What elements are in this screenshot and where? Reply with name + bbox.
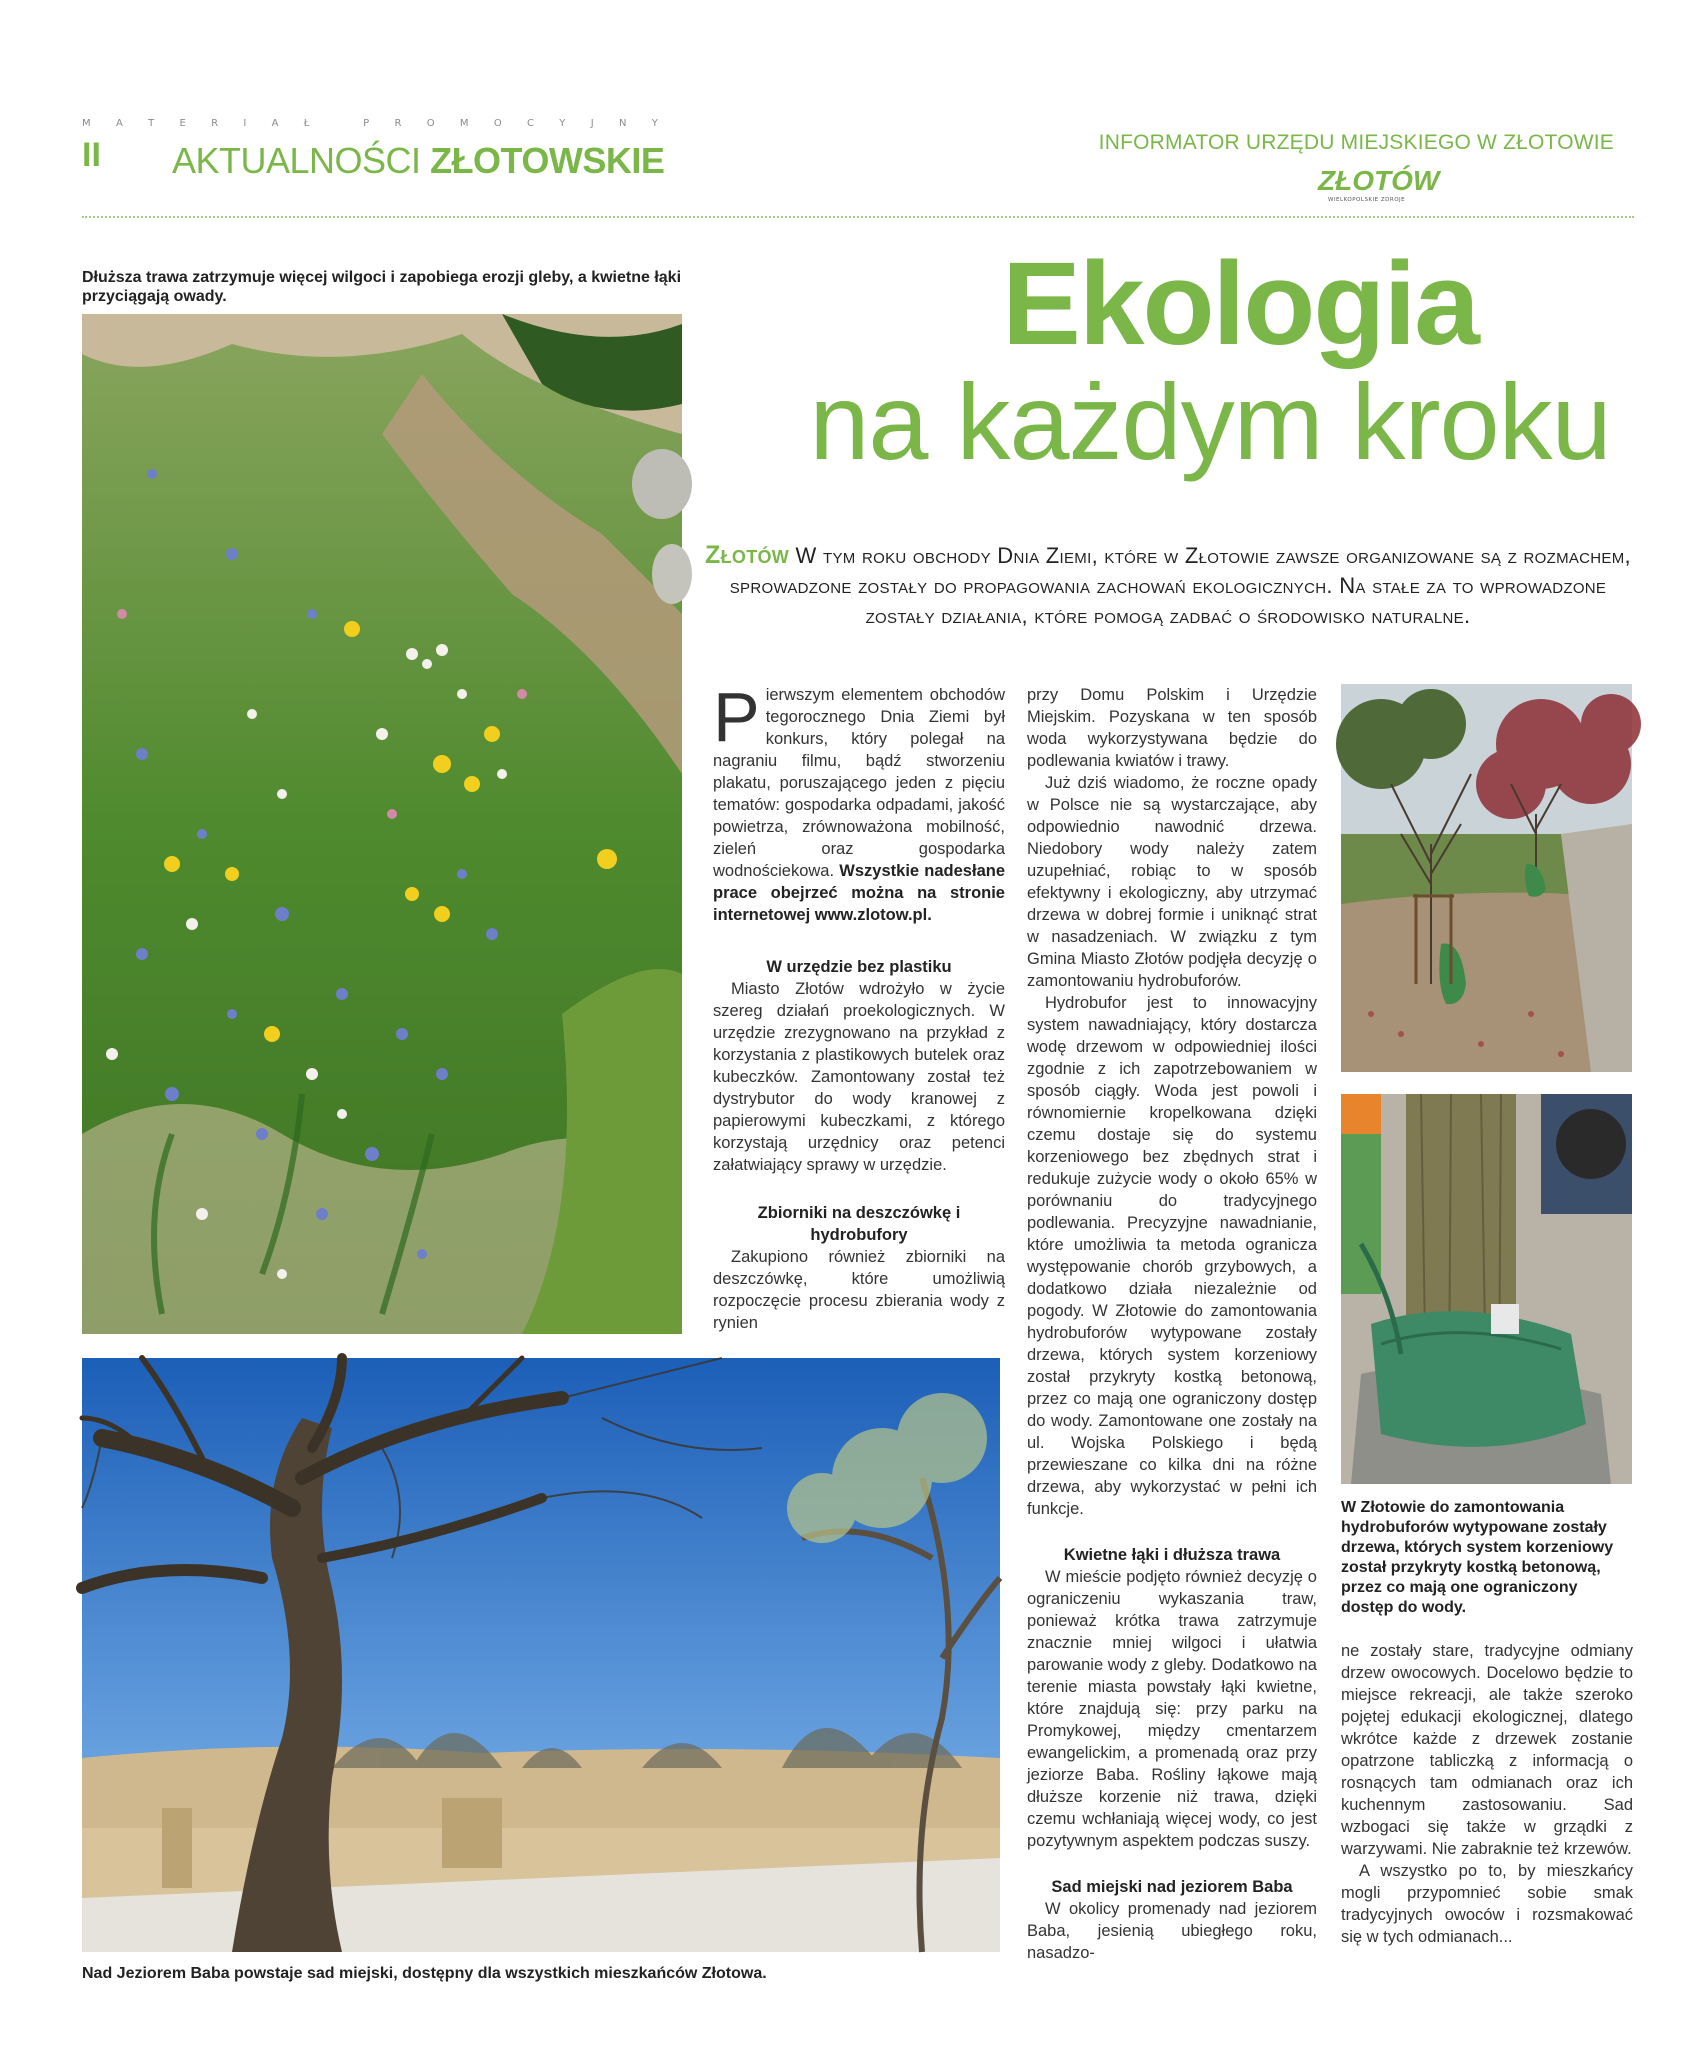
col2-paragraph-3: Hydrobufor jest to innowacyjny system nawadniający, który dostarcza wodę drzewom w odpowiedniej ilości zgodnie z ich zapotrzebowaniem w sposób ciągły. Woda jest powoli i równomiernie kropelkowana dzięki czemu dostaje się do systemu korzeniowego bez zbędnych strat i redukuje zużycie wody o około 65% w porównaniu do tradycyjnego podlewania. Precyzyjne nawadnianie, które umożliwia ta metoda ogranicza występowanie chorób grzybowych, a dodatkowo działa niezależnie od pogody. W Złotowie do zamontowania hydrobuforów wytypowane zostały drzewa, których system korzeniowy został przykryty kostką betonową, przez co mają one ograniczony dostęp do wody. Zamontowane one zostały na ul. Wojska Polskiego i będą przewieszane co kilka dni na różne drzewa, aby wykorzystać w pełni ich funkcje. [1027, 994, 1317, 1518]
section-title-bold: ZŁOTOWSKIE [430, 140, 665, 181]
promo-letter [335, 118, 338, 129]
col2-paragraph-2: Już dziś wiadomo, że roczne opady w Polsce nie są wystarczające, aby odpowiednio nawodnić drzewa. Niedobory wody należy zatem uzupełniać, robiąc to w sposób efektywny i ekologiczny, aby utrzymać drzewa w dobrej formie i uniknąć strat w nasadzeniach. W związku z tym Gmina Miasto Złotów podjęła decyzję o zamontowaniu hydrobuforów. [1027, 774, 1317, 990]
promo-letter: N [618, 118, 627, 129]
zlotow-logo [1316, 160, 1440, 204]
col3-paragraph-1: ne zostały stare, tradycyjne odmiany drzew owocowych. Docelowo będzie to miejsce rekreacji, ale także szeroko pojętej edukacji ekologicznej, dlatego wkrótce każde z drzewek zostanie opatrzone tabliczką z informacją o rosnących tam odmianach oraz ich kuchennym zastosowaniu. Sad wzbogaci się także w grządki z warzywami. Nie zabraknie też krzewów. [1341, 1642, 1633, 1858]
section-title [172, 140, 664, 182]
promo-letter: Y [559, 118, 566, 129]
young-trees-photo [1341, 684, 1632, 1072]
col1-paragraph-2: Miasto Złotów wdrożyło w życie szereg działań proekologicznych. W urzędzie zrezygnowano na przykład z korzystania z plastikowych butelek oraz kubeczków. Zamontowany został też dystrybutor do wody kranowej z papierowymi kubeczkami, z którego korzystają urzędnicy oraz petenci załatwiający sprawy w urzędzie. [713, 980, 1005, 1174]
promo-letter: Y [651, 118, 658, 129]
subheading-no-plastic: W urzędzie bez plastiku [766, 958, 952, 976]
promo-letter: R [394, 118, 402, 129]
promo-letter: T [148, 118, 155, 129]
promo-label [82, 118, 658, 129]
promo-letter: I [243, 118, 247, 129]
page-number: II [82, 136, 101, 174]
meadow-caption: Dłuższa trawa zatrzymuje więcej wilgoci i zapobiega erozji gleby, a kwietne łąki przyciągają owady. [82, 269, 682, 305]
promo-letter: R [211, 118, 219, 129]
logo-text: ZŁOTÓW [1318, 165, 1440, 196]
col2-paragraph-4: W mieście podjęto również decyzję o ograniczeniu wykaszania traw, ponieważ krótka trawa zatrzymuje znacznie mniej wilgoci i ułatwia parowanie wody z gleby. Dodatkowo na terenie miasta powstały łąki kwietne, które znajdują się: przy parku na Promykowej, między cmentarzem ewangelickim, a promenadą oraz przy jeziorze Baba. Rośliny łąkowe mają dłuższe korzenie niż trawa, dzięki czemu wchłaniają więcej wody, co jest pozytywnym aspektem podczas suszy. [1027, 1568, 1317, 1850]
article-lead [700, 540, 1636, 631]
col2-paragraph-1: przy Domu Polskim i Urzędzie Miejskim. Pozyskana w ten sposób woda wykorzystywana będzie do podlewania kwiatów i trawy. [1027, 686, 1317, 770]
lead-text: W tym roku obchody Dnia Ziemi, które w Złotowie zawsze organizowane są z rozmachem, sprowadzone zostały do propagowania zachowań ekologicznych. Na stałe za to wprowadzone zostały działania, które pomogą zadbać o środowisko naturalne. [729, 543, 1631, 628]
subheading-meadows: Kwietne łąki i dłuższa trawa [1063, 1546, 1281, 1564]
col3-paragraph-2: A wszystko po to, by mieszkańcy mogli przypomnieć sobie smak tradycyjnych owoców i rozsmakować się w tych odmianach... [1341, 1862, 1633, 1946]
hydro-caption: W Złotowie do zamontowania hydrobuforów wytypowane zostały drzewa, których system korzeniowy został przykryty kostką betonową, przez co mają one ograniczony dostęp do wody. [1341, 1499, 1614, 1616]
header-divider [82, 216, 1634, 218]
dropcap: P [713, 678, 760, 756]
article-title-line1: Ekologia [1002, 238, 1478, 370]
subheading-rainwater: Zbiorniki na deszczówkę i hydrobufory [757, 1204, 961, 1244]
promo-letter: E [179, 118, 186, 129]
subheading-orchard: Sad miejski nad jeziorem Baba [1051, 1878, 1293, 1896]
col1-paragraph-1 [713, 678, 1005, 926]
meadow-photo [82, 314, 682, 1334]
promo-letter: P [363, 118, 370, 129]
promo-letter: J [590, 118, 594, 129]
lake-caption: Nad Jeziorem Baba powstaje sad miejski, dostępny dla wszystkich mieszkańców Złotowa. [82, 1965, 767, 1982]
promo-letter: O [493, 118, 502, 129]
article-column-1 [713, 678, 1005, 1334]
promo-letter: O [426, 118, 435, 129]
promo-letter: Ł [303, 118, 310, 129]
promo-letter: M [459, 118, 469, 129]
col1-paragraph-3: Zakupiono również zbiorniki na deszczówkę, które umożliwią rozpoczęcie procesu zbierania wody z rynien [713, 1248, 1005, 1332]
section-title-light: AKTUALNOŚCI [172, 140, 421, 181]
informator-label: INFORMATOR URZĘDU MIEJSKIEGO W ZŁOTOWIE [1098, 131, 1614, 154]
promo-letter: A [115, 118, 123, 129]
logo-subtext: WIELKOPOLSKIE ZDROJE [1328, 197, 1406, 203]
hydrobufor-photo [1341, 1094, 1632, 1484]
col2-paragraph-5: W okolicy promenady nad jeziorem Baba, jesienią ubiegłego roku, nasadzo- [1027, 1900, 1317, 1962]
lake-photo [82, 1358, 1000, 1952]
col1-p1-bold: Wszystkie nadesłane prace obejrzeć można na stronie internetowej www.zlotow.pl. [713, 862, 1005, 924]
article-column-3 [1341, 1640, 1633, 1948]
article-column-2 [1027, 684, 1317, 1964]
promo-letter: M [82, 118, 91, 129]
lead-head: Złotów [705, 541, 790, 569]
article-title-line2: na każdym kroku [809, 361, 1611, 482]
promo-letter: C [527, 118, 534, 129]
col1-p1-text: ierwszym elementem obchodów tegorocznego Dnia Ziemi był konkurs, który polegał na nagraniu filmu, bądź stworzeniu plakatu, poruszającego jeden z pięciu tematów: gospodarka odpadami, jakość powietrza, zrównoważona mobilność, zieleń oraz gospodarka wodnościekowa. [713, 686, 1005, 880]
promo-letter: A [271, 118, 279, 129]
